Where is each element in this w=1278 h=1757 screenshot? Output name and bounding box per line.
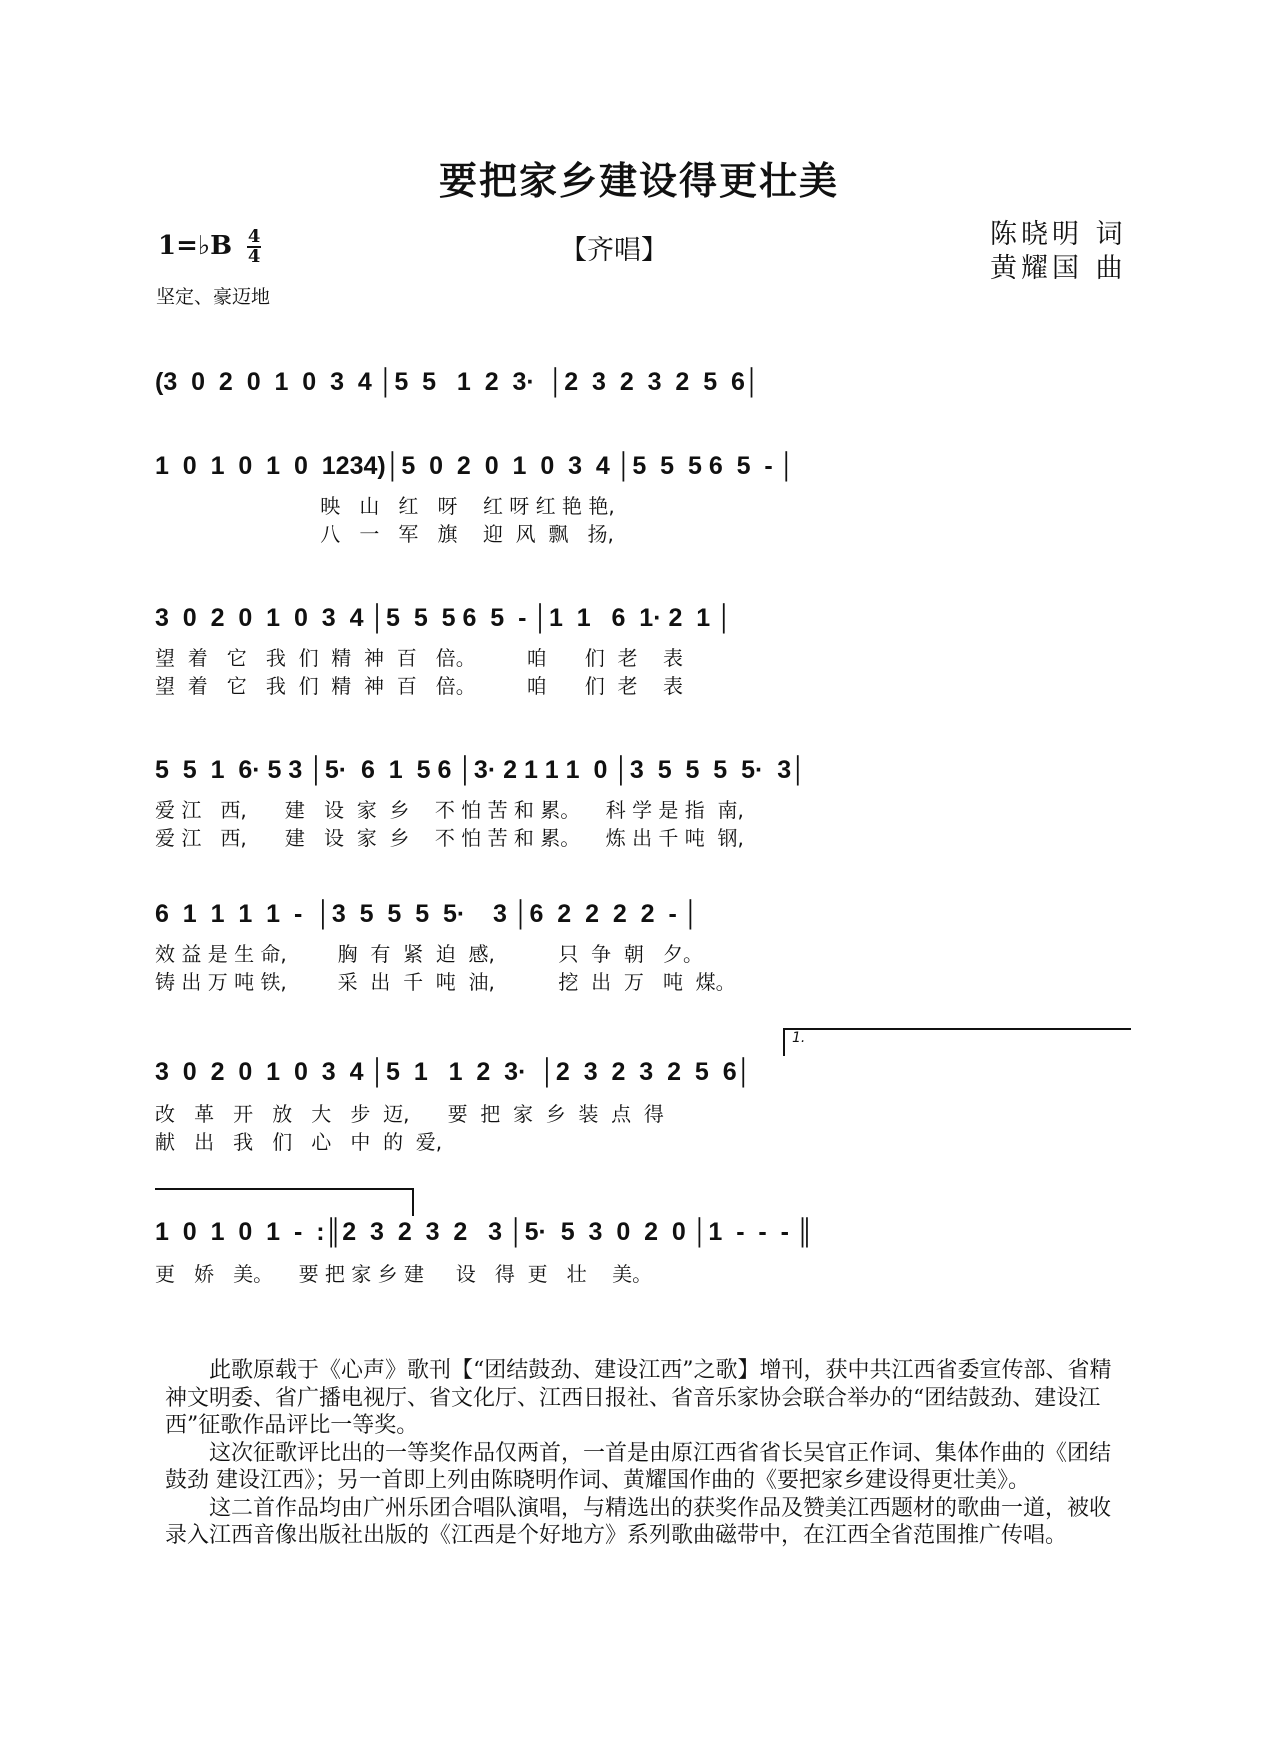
key-signature <box>158 228 261 266</box>
volta-bracket-1 <box>783 1028 1131 1030</box>
time-bottom: 4 <box>247 246 261 267</box>
time-top: 4 <box>247 226 261 247</box>
lyrics-row-5-verse-2: 铸 出 万 吨 铁, 采 出 千 吨 油, 挖 出 万 吨 煤。 <box>155 970 736 994</box>
lyrics-row-4-verse-2: 爱 江 西, 建 设 家 乡 不 怕 苦 和 累。 炼 出 千 吨 钢, <box>155 826 744 850</box>
lyrics-row-5-verse-1: 效 益 是 生 命, 胸 有 紧 迫 感, 只 争 朝 夕。 <box>155 942 703 966</box>
notation-row-4: 5 5 1 6· 5 3 │5· 6 1 5 6 │3· 2 1 1 1 0 │3 5 5 5 5· 3│ <box>155 756 807 784</box>
song-title: 要把家乡建设得更壮美 <box>438 158 839 203</box>
notation-row-6: 3 0 2 0 1 0 3 4 │5 1 1 2 3· │2 3 2 3 2 5 6│ <box>155 1058 753 1086</box>
lyrics-row-3-verse-1: 望 着 它 我 们 精 神 百 倍。 咱 们 老 表 <box>155 646 683 670</box>
lyrics-row-2-verse-1: 映 山 红 呀 红 呀 红 艳 艳, <box>155 494 615 518</box>
time-signature <box>247 228 261 266</box>
volta-bracket-1-continued <box>155 1188 413 1190</box>
commentary-paragraph-1: 此歌原载于《心声》歌刊【“团结鼓劲、建设江西”之歌】增刊，获中共江西省委宣传部、省精神文明委、省广播电视厅、省文化厅、江西日报社、省音乐家协会联合举办的“团结鼓劲、建设江西”征歌作品评比一等奖。 <box>165 1358 1112 1438</box>
notation-row-3: 3 0 2 0 1 0 3 4 │5 5 5 6 5 - │1 1 6 1· 2 1 │ <box>155 604 733 632</box>
commentary <box>165 1357 1130 1550</box>
lyricist-credit: 陈晓明 词 <box>990 219 1127 250</box>
lyrics-row-7-verse-1: 更 娇 美。 要 把 家 乡 建 设 得 更 壮 美。 <box>155 1262 653 1286</box>
lyrics-row-6-verse-1: 改 革 开 放 大 步 迈, 要 把 家 乡 装 点 得 <box>155 1102 664 1126</box>
tempo-marking: 坚定、豪迈地 <box>156 286 271 308</box>
lyrics-row-3-verse-2: 望 着 它 我 们 精 神 百 倍。 咱 们 老 表 <box>155 674 683 698</box>
volta-bracket-1-right <box>412 1188 414 1216</box>
notation-row-5: 6 1 1 1 1 - │3 5 5 5 5· 3 │6 2 2 2 2 - │ <box>155 900 700 928</box>
composer-credit: 黄耀国 曲 <box>990 253 1127 284</box>
performance-mode: 【齐唱】 <box>560 235 668 266</box>
lyrics-row-6-verse-2: 献 出 我 们 心 中 的 爱, <box>155 1130 443 1154</box>
commentary-paragraph-3: 这二首作品均由广州乐团合唱队演唱，与精选出的获奖作品及赞美江西题材的歌曲一道，被收录入江西音像出版社出版的《江西是个好地方》系列歌曲磁带中，在江西全省范围推广传唱。 <box>165 1495 1112 1548</box>
notation-row-2: 1 0 1 0 1 0 1234)│5 0 2 0 1 0 3 4 │5 5 5 6 5 - │ <box>155 452 796 480</box>
key-label: 1=♭B <box>158 231 233 261</box>
notation-row-1: (3 0 2 0 1 0 3 4 │5 5 1 2 3· │2 3 2 3 2 5 6│ <box>155 368 761 396</box>
notation-row-7: 1 0 1 0 1 - :║2 3 2 3 2 3 │5· 5 3 0 2 0 │1 - - - ║ <box>155 1218 814 1246</box>
volta-bracket-1-left <box>783 1028 785 1056</box>
lyrics-row-2-verse-2: 八 一 军 旗 迎 风 飘 扬, <box>155 522 614 546</box>
volta-label: 1. <box>792 1030 806 1046</box>
lyrics-row-4-verse-1: 爱 江 西, 建 设 家 乡 不 怕 苦 和 累。 科 学 是 指 南, <box>155 798 744 822</box>
commentary-paragraph-2: 这次征歌评比出的一等奖作品仅两首，一首是由原江西省省长吴官正作词、集体作曲的《团结鼓劲 建设江西》；另一首即上列由陈晓明作词、黄耀国作曲的《要把家乡建设得更壮美》。 <box>165 1440 1112 1493</box>
